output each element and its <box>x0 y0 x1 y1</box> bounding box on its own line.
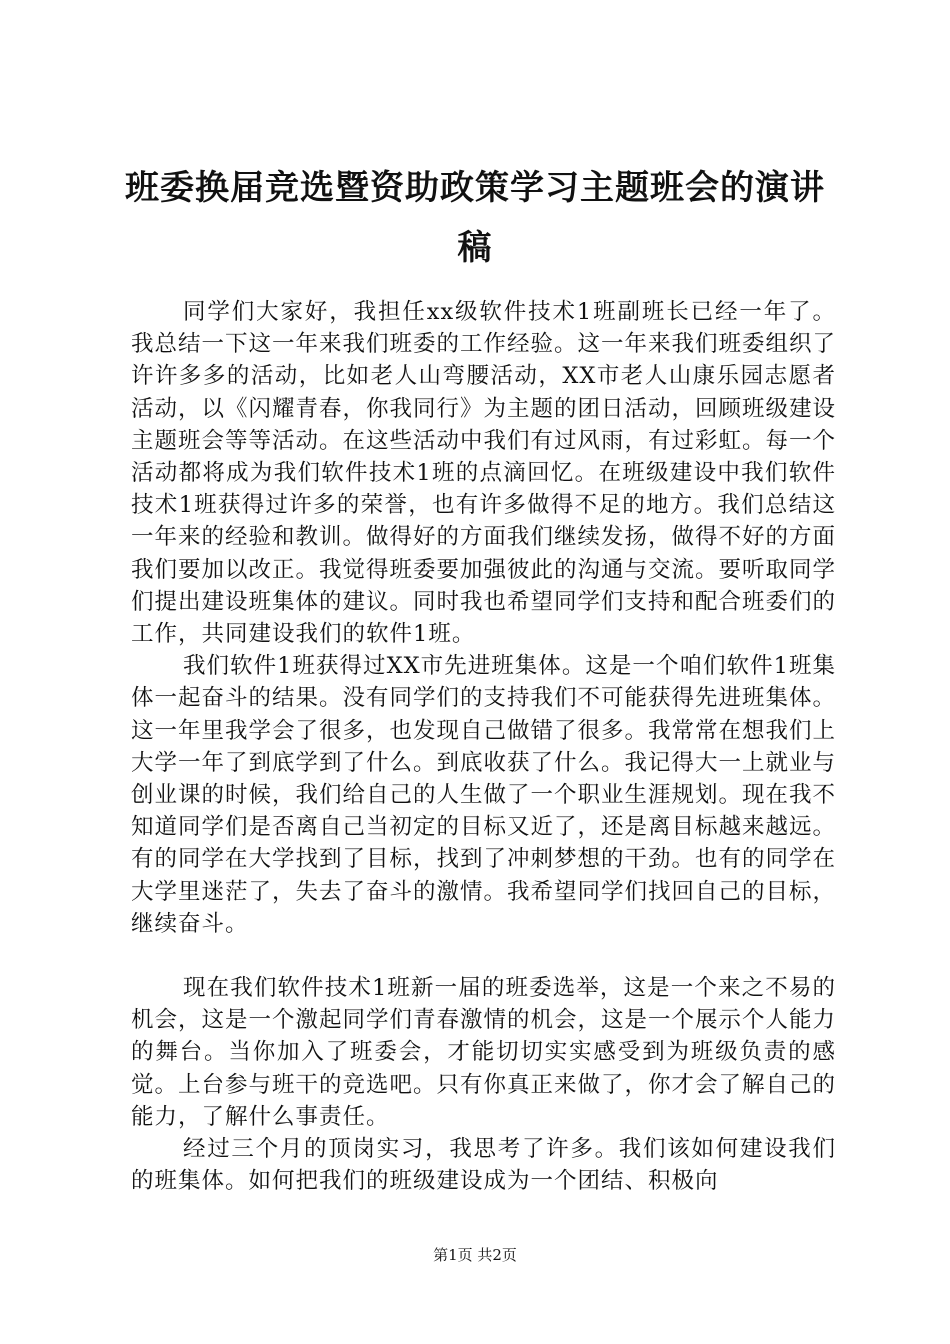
paragraph-1: 同学们大家好，我担任xx级软件技术1班副班长已经一年了。我总结一下这一年来我们班委的工作经验。这一年来我们班委组织了许许多多的活动，比如老人山弯腰活动，XX市老人山康乐园志愿者活动，以《闪耀青春，你我同行》为主题的团日活动，回顾班级建设主题班会等等活动。在这些活动中我们有过风雨，有过彩虹。每一个活动都将成为我们软件技术1班的点滴回忆。在班级建设中我们软件技术1班获得过许多的荣誉，也有许多做得不足的地方。我们总结这一年来的经验和教训。做得好的方面我们继续发扬，做得不好的方面我们要加以改正。我觉得班委要加强彼此的沟通与交流。要听取同学们提出建设班集体的建议。同时我也希望同学们支持和配合班委们的工作，共同建设我们的软件1班。 <box>131 299 837 648</box>
paragraph-2: 我们软件1班获得过XX市先进班集体。这是一个咱们软件1班集体一起奋斗的结果。没有同学们的支持我们不可能获得先进班集体。这一年里我学会了很多，也发现自己做错了很多。我常常在想我们上大学一年了到底学到了什么。到底收获了什么。我记得大一上就业与创业课的时候，我们给自己的人生做了一个职业生涯规划。现在我不知道同学们是否离自己当初定的目标又近了，还是离目标越来越远。有的同学在大学找到了目标，找到了冲刺梦想的干劲。也有的同学在大学里迷茫了，失去了奋斗的激情。我希望同学们找回自己的目标，继续奋斗。 <box>131 653 837 937</box>
paragraph-3: 现在我们软件技术1班新一届的班委选举，这是一个来之不易的机会，这是一个激起同学们青春激情的机会，这是一个展示个人能力的舞台。当你加入了班委会，才能切切实实感受到为班级负责的感觉。上台参与班干的竞选吧。只有你真正来做了，你才会了解自己的能力，了解什么事责任。 <box>131 975 837 1130</box>
page-number-footer: 第1页 共2页 <box>433 1246 517 1264</box>
document-body <box>131 296 836 1197</box>
document-title: 班委换届竞选暨资助政策学习主题班会的演讲稿 <box>125 168 825 268</box>
paragraph-4: 经过三个月的顶岗实习，我思考了许多。我们该如何建设我们的班集体。如何把我们的班级建设成为一个团结、积极向 <box>131 1136 836 1195</box>
